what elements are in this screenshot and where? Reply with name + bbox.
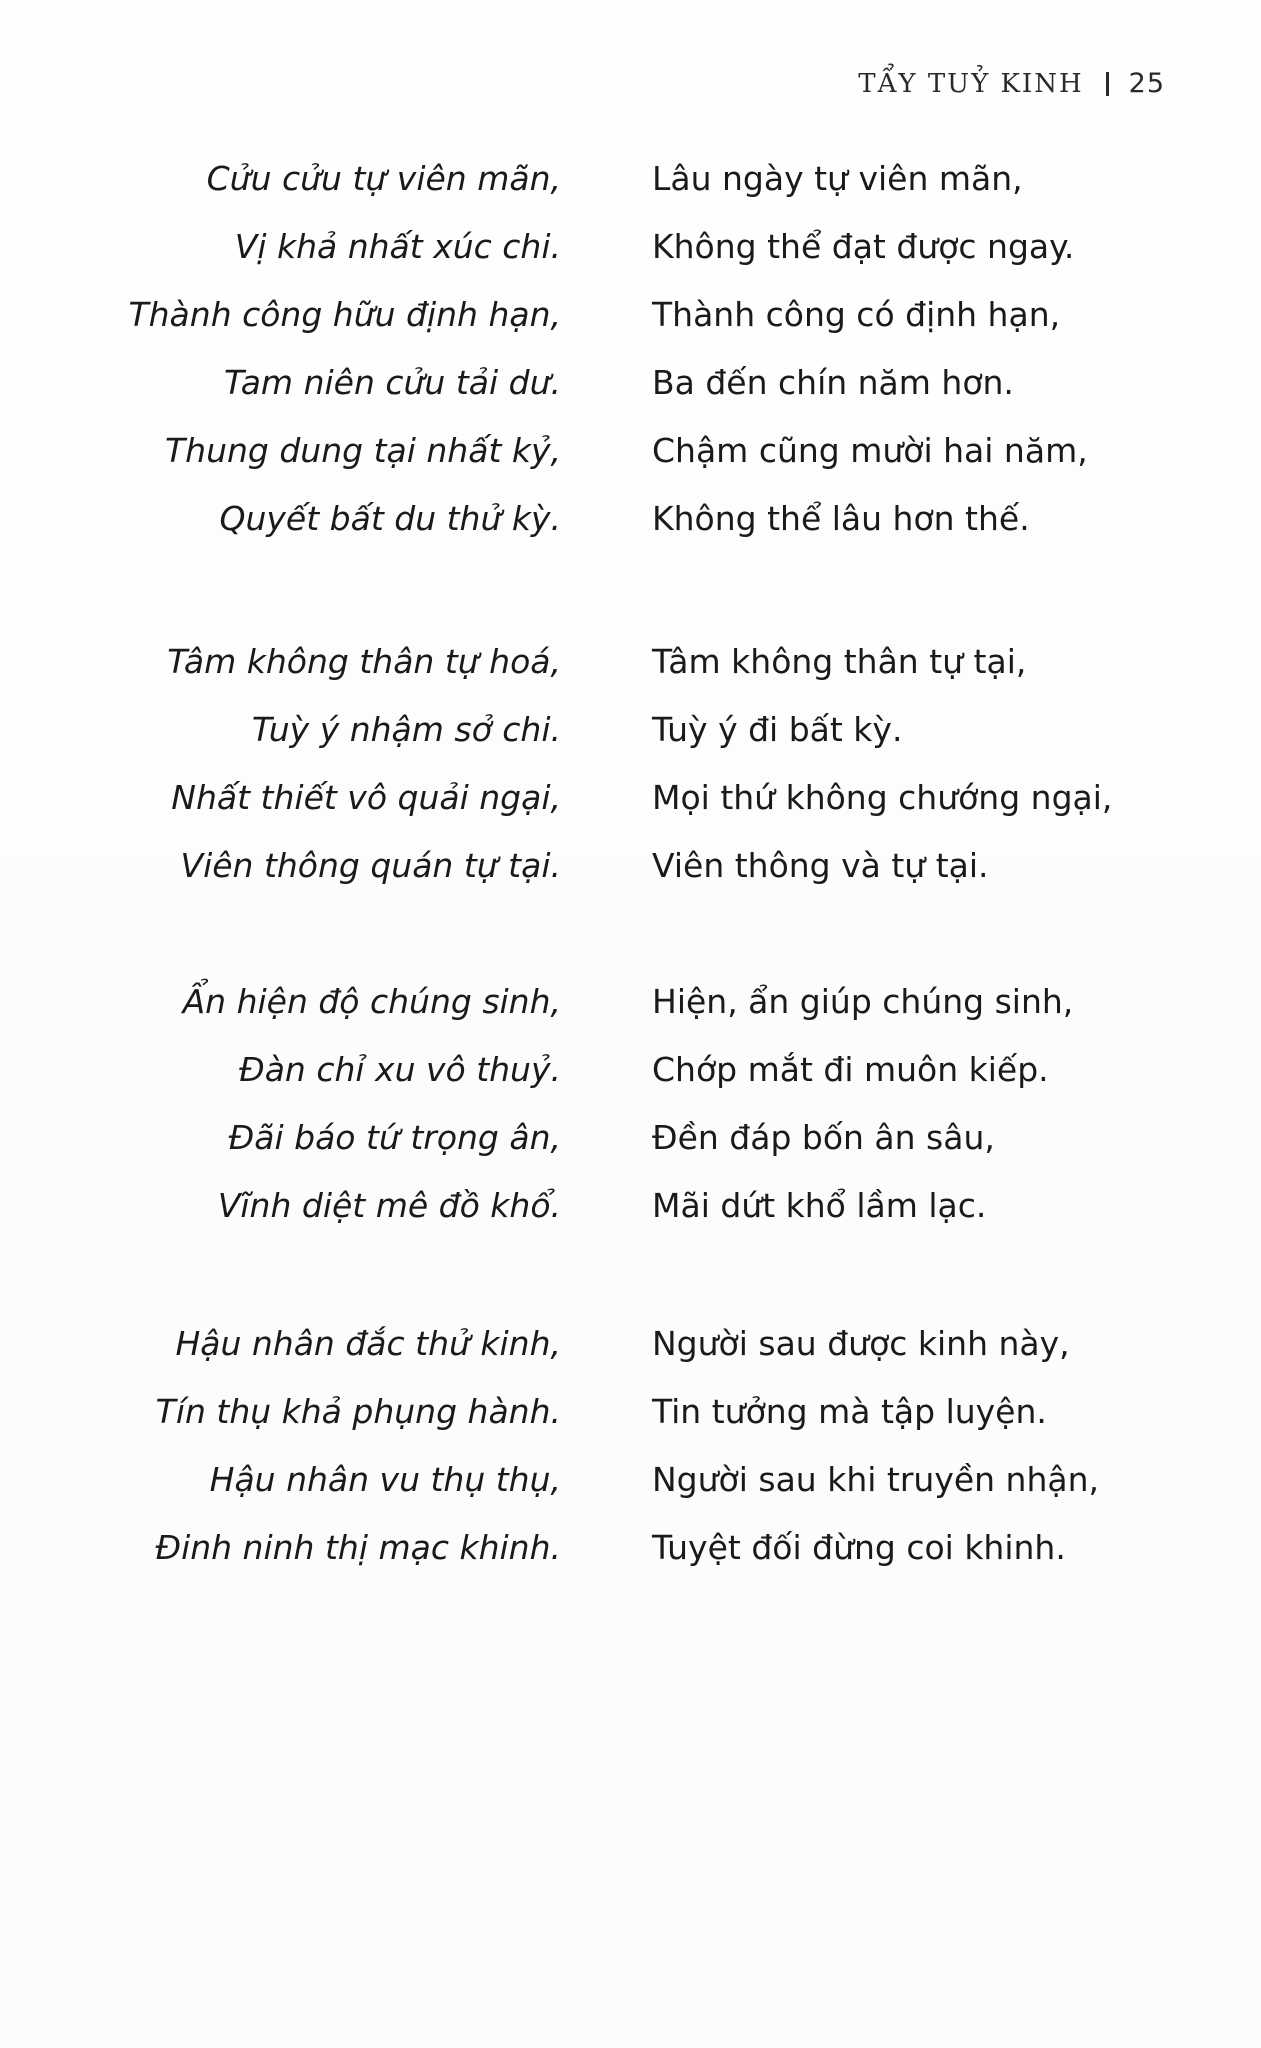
vietnamese-translation-line: Hiện, ẩn giúp chúng sinh,	[652, 982, 1074, 1021]
vietnamese-translation-line: Không thể lâu hơn thế.	[652, 499, 1030, 538]
sino-vietnamese-line: Thành công hữu định hạn,	[128, 295, 561, 334]
sino-vietnamese-line: Thung dung tại nhất kỷ,	[165, 431, 561, 470]
sino-vietnamese-line: Tâm không thân tự hoá,	[167, 642, 561, 681]
book-title: TẨY TUỶ KINH	[858, 68, 1084, 99]
verse-line	[0, 281, 1261, 349]
sino-vietnamese-line: Vĩnh diệt mê đồ khổ.	[217, 1186, 561, 1225]
verse-line	[0, 145, 1261, 213]
vietnamese-translation-line: Người sau được kinh này,	[652, 1324, 1070, 1363]
stanza-4	[0, 1310, 1261, 1582]
vietnamese-translation-line: Thành công có định hạn,	[652, 295, 1061, 334]
verse-line	[0, 1310, 1261, 1378]
vietnamese-translation-line: Đền đáp bốn ân sâu,	[652, 1118, 995, 1157]
sino-vietnamese-line: Hậu nhân vu thụ thụ,	[209, 1460, 561, 1499]
verse-line	[0, 485, 1261, 553]
vietnamese-translation-line: Ba đến chín năm hơn.	[652, 363, 1014, 402]
sino-vietnamese-line: Đàn chỉ xu vô thuỷ.	[239, 1050, 561, 1089]
vietnamese-translation-line: Người sau khi truyền nhận,	[652, 1460, 1100, 1499]
vietnamese-translation-line: Chớp mắt đi muôn kiếp.	[652, 1050, 1049, 1089]
sino-vietnamese-line: Ẩn hiện độ chúng sinh,	[182, 982, 561, 1021]
vietnamese-translation-line: Mọi thứ không chướng ngại,	[652, 778, 1113, 817]
vietnamese-translation-line: Lâu ngày tự viên mãn,	[652, 159, 1023, 198]
verse-line	[0, 696, 1261, 764]
sino-vietnamese-line: Tuỳ ý nhậm sở chi.	[251, 710, 561, 749]
verse-line	[0, 1104, 1261, 1172]
stanza-1	[0, 145, 1261, 553]
verse-line	[0, 1378, 1261, 1446]
vietnamese-translation-line: Không thể đạt được ngay.	[652, 227, 1075, 266]
sino-vietnamese-line: Nhất thiết vô quải ngại,	[171, 778, 561, 817]
running-header	[858, 68, 1165, 99]
sino-vietnamese-line: Vị khả nhất xúc chi.	[234, 227, 561, 266]
vietnamese-translation-line: Chậm cũng mười hai năm,	[652, 431, 1088, 470]
vietnamese-translation-line: Tâm không thân tự tại,	[652, 642, 1027, 681]
stanza-2	[0, 628, 1261, 900]
page-number: 25	[1128, 68, 1165, 99]
vietnamese-translation-line: Tin tưởng mà tập luyện.	[652, 1392, 1047, 1431]
verse-line	[0, 968, 1261, 1036]
verse-line	[0, 832, 1261, 900]
sino-vietnamese-line: Viên thông quán tự tại.	[180, 846, 561, 885]
header-separator	[1106, 72, 1109, 96]
vietnamese-translation-line: Tuỳ ý đi bất kỳ.	[652, 710, 903, 749]
verse-line	[0, 628, 1261, 696]
sino-vietnamese-line: Đinh ninh thị mạc khinh.	[155, 1528, 561, 1567]
verse-line	[0, 1036, 1261, 1104]
vietnamese-translation-line: Viên thông và tự tại.	[652, 846, 989, 885]
sino-vietnamese-line: Tam niên cửu tải dư.	[224, 363, 561, 402]
stanza-3	[0, 968, 1261, 1240]
verse-line	[0, 349, 1261, 417]
sino-vietnamese-line: Cửu cửu tự viên mãn,	[206, 159, 561, 198]
verse-line	[0, 417, 1261, 485]
vietnamese-translation-line: Mãi dứt khổ lầm lạc.	[652, 1186, 987, 1225]
sino-vietnamese-line: Đãi báo tứ trọng ân,	[228, 1118, 561, 1157]
sino-vietnamese-line: Tín thụ khả phụng hành.	[155, 1392, 561, 1431]
sino-vietnamese-line: Hậu nhân đắc thử kinh,	[175, 1324, 561, 1363]
verse-line	[0, 1172, 1261, 1240]
verse-line	[0, 213, 1261, 281]
verse-line	[0, 1446, 1261, 1514]
vietnamese-translation-line: Tuyệt đối đừng coi khinh.	[652, 1528, 1066, 1567]
verse-line	[0, 1514, 1261, 1582]
verse-line	[0, 764, 1261, 832]
sino-vietnamese-line: Quyết bất du thử kỳ.	[219, 499, 561, 538]
